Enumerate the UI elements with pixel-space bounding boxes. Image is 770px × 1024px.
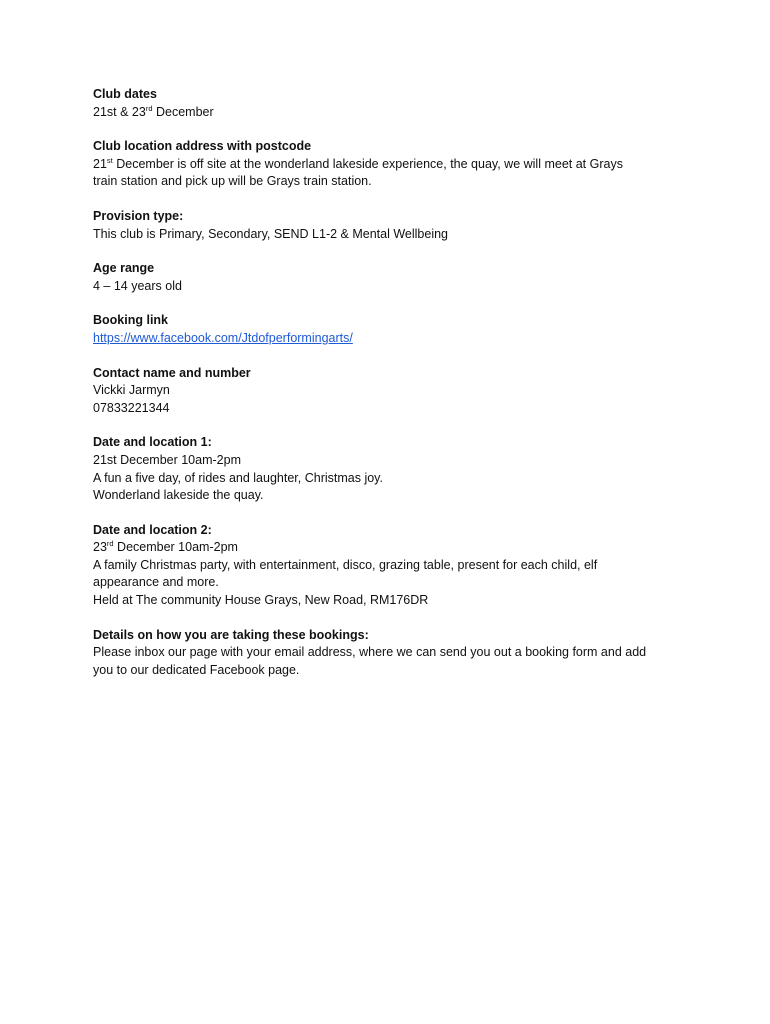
details-section [93,627,710,680]
location-num: 21 [93,156,107,171]
booking-link[interactable]: https://www.facebook.com/Jtdofperformingarts/ [93,330,353,345]
age-text: 4 – 14 years old [93,278,182,293]
location-sup: st [106,155,113,165]
booking-section [93,312,710,347]
provision-heading: Provision type: [93,208,184,223]
date-location-1-line-1: 21st December 10am-2pm [93,452,241,467]
details-line-2: you to our dedicated Facebook page. [93,662,300,677]
date-location-2-section [93,522,710,610]
details-heading: Details on how you are taking these bookings: [93,627,369,642]
booking-heading: Booking link [93,313,168,328]
contact-phone: 07833221344 [93,400,170,415]
club-dates-day1: 21st [93,104,117,119]
location-section [93,138,710,191]
date-location-2-line-3: appearance and more. [93,575,219,590]
location-line-2: train station and pick up will be Grays train station. [93,174,372,189]
date-location-2-heading: Date and location 2: [93,522,212,537]
date-location-2-line-2: A family Christmas party, with entertainment, disco, grazing table, present for each child, elf [93,557,598,572]
club-dates-section [93,86,710,121]
club-dates-value [93,104,710,122]
date-location-2-sup: rd [106,539,114,549]
contact-name: Vickki Jarmyn [93,383,170,398]
location-heading: Club location address with postcode [93,139,312,154]
contact-section [93,365,710,418]
club-dates-sup: rd [145,103,153,113]
location-line-1 [93,156,710,174]
date-location-2-rest: December 10am-2pm [113,540,238,555]
club-dates-rest: December [152,104,214,119]
club-dates-amp: & 23 [116,104,146,119]
provision-text: This club is Primary, Secondary, SEND L1-2 & Mental Wellbeing [93,226,448,241]
club-dates-heading: Club dates [93,87,157,101]
date-location-1-line-3: Wonderland lakeside the quay. [93,488,264,503]
date-location-1-line-2: A fun a five day, of rides and laughter, Christmas joy. [93,470,383,485]
date-location-1-section [93,434,710,504]
date-location-1-heading: Date and location 1: [93,435,212,450]
date-location-2-line-1 [93,539,710,557]
age-heading: Age range [93,261,155,276]
contact-heading: Contact name and number [93,365,251,380]
age-section [93,260,710,295]
details-line-1: Please inbox our page with your email address, where we can send you out a booking form and add [93,645,647,660]
date-location-2-num: 23 [93,540,107,555]
provision-section [93,208,710,243]
location-rest: December is off site at the wonderland lakeside experience, the quay, we will meet at Grays [112,156,623,171]
date-location-2-line-4: Held at The community House Grays, New Road, RM176DR [93,593,429,608]
